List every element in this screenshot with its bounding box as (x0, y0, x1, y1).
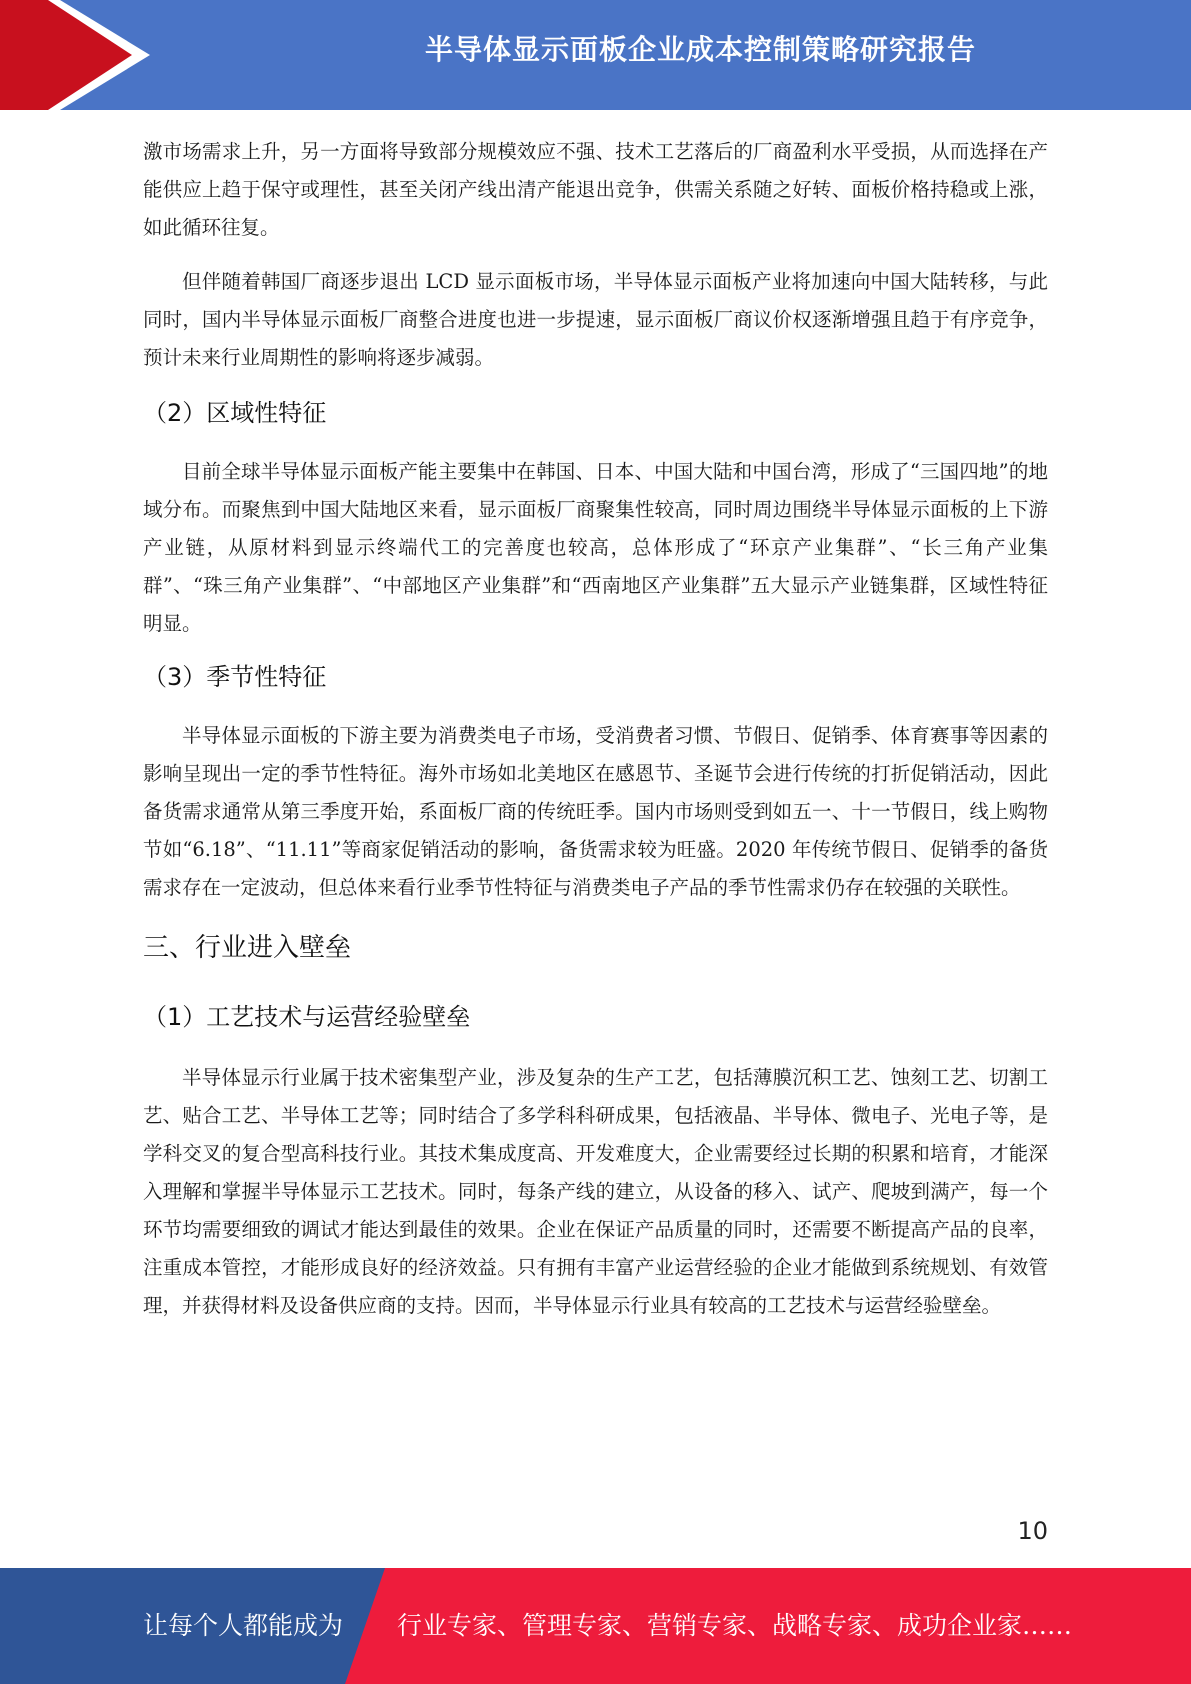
header-title: 半导体显示面板企业成本控制策略研究报告 (424, 33, 976, 66)
heading-regional-features: （2）区域性特征 (143, 399, 327, 427)
header-arrow-icon (0, 0, 160, 110)
heading-tech-barrier: （1）工艺技术与运营经验壁垒 (143, 1003, 471, 1031)
paragraph-tech-barrier: 半导体显示行业属于技术密集型产业，涉及复杂的生产工艺，包括薄膜沉积工艺、蚀刻工艺、切割工艺、贴合工艺、半导体工艺等；同时结合了多学科科研成果，包括液晶、半导体、微电子、光电子等，是学科交叉的复合型高科技行业。其技术集成度高、开发难度大，企业需要经过长期的积累和培育，才能深入理解和掌握半导体显示工艺技术。同时，每条产线的建立，从设备的移入、试产、爬坡到满产，每一个环节均需要细致的调试才能达到最佳的效果。企业在保证产品质量的同时，还需要不断提高产品的良率，注重成本管控，才能形成良好的经济效益。只有拥有丰富产业运营经验的企业才能做到系统规划、有效管理，并获得材料及设备供应商的支持。因而，半导体显示行业具有较高的工艺技术与运营经验壁垒。 (143, 1066, 1048, 1317)
heading-seasonal-features: （3）季节性特征 (143, 663, 327, 691)
paragraph-korea-exit: 但伴随着韩国厂商逐步退出 LCD 显示面板市场，半导体显示面板产业将加速向中国大陆转移，与此同时，国内半导体显示面板厂商整合进度也进一步提速，显示面板厂商议价权逐渐增强且趋于有序竞争，预计未来行业周期性的影响将逐步减弱。 (143, 270, 1048, 369)
document-body (143, 133, 1048, 1325)
paragraph-seasonal: 半导体显示面板的下游主要为消费类电子市场，受消费者习惯、节假日、促销季、体育赛事等因素的影响呈现出一定的季节性特征。海外市场如北美地区在感恩节、圣诞节会进行传统的打折促销活动，因此备货需求通常从第三季度开始，系面板厂商的传统旺季。国内市场则受到如五一、十一节假日，线上购物节如“6.18”、“11.11”等商家促销活动的影响，备货需求较为旺盛。2020 年传统节假日、促销季的备货需求存在一定波动，但总体来看行业季节性特征与消费类电子产品的季节性需求仍存在较强的关联性。 (143, 724, 1048, 899)
page-footer (0, 1568, 1191, 1684)
paragraph-cycle-continued: 激市场需求上升，另一方面将导致部分规模效应不强、技术工艺落后的厂商盈利水平受损，从而选择在产能供应上趋于保守或理性，甚至关闭产线出清产能退出竞争，供需关系随之好转、面板价格持稳或上涨，如此循环往复。 (143, 140, 1048, 239)
footer-slogan-right: 行业专家、管理专家、营销专家、战略专家、成功企业家…… (397, 1611, 1073, 1640)
heading-entry-barriers: 三、行业进入壁垒 (143, 933, 352, 963)
footer-slogan-left: 让每个人都能成为 (143, 1611, 344, 1640)
paragraph-regional: 目前全球半导体显示面板产能主要集中在韩国、日本、中国大陆和中国台湾，形成了“三国四地”的地域分布。而聚焦到中国大陆地区来看，显示面板厂商聚集性较高，同时周边围绕半导体显示面板的上下游产业链，从原材料到显示终端代工的完善度也较高，总体形成了“环京产业集群”、“长三角产业集群”、“珠三角产业集群”、“中部地区产业集群”和“西南地区产业集群”五大显示产业链集群，区域性特征明显。 (143, 460, 1048, 635)
page-number: 10 (1017, 1517, 1048, 1545)
page-header (0, 0, 1191, 110)
